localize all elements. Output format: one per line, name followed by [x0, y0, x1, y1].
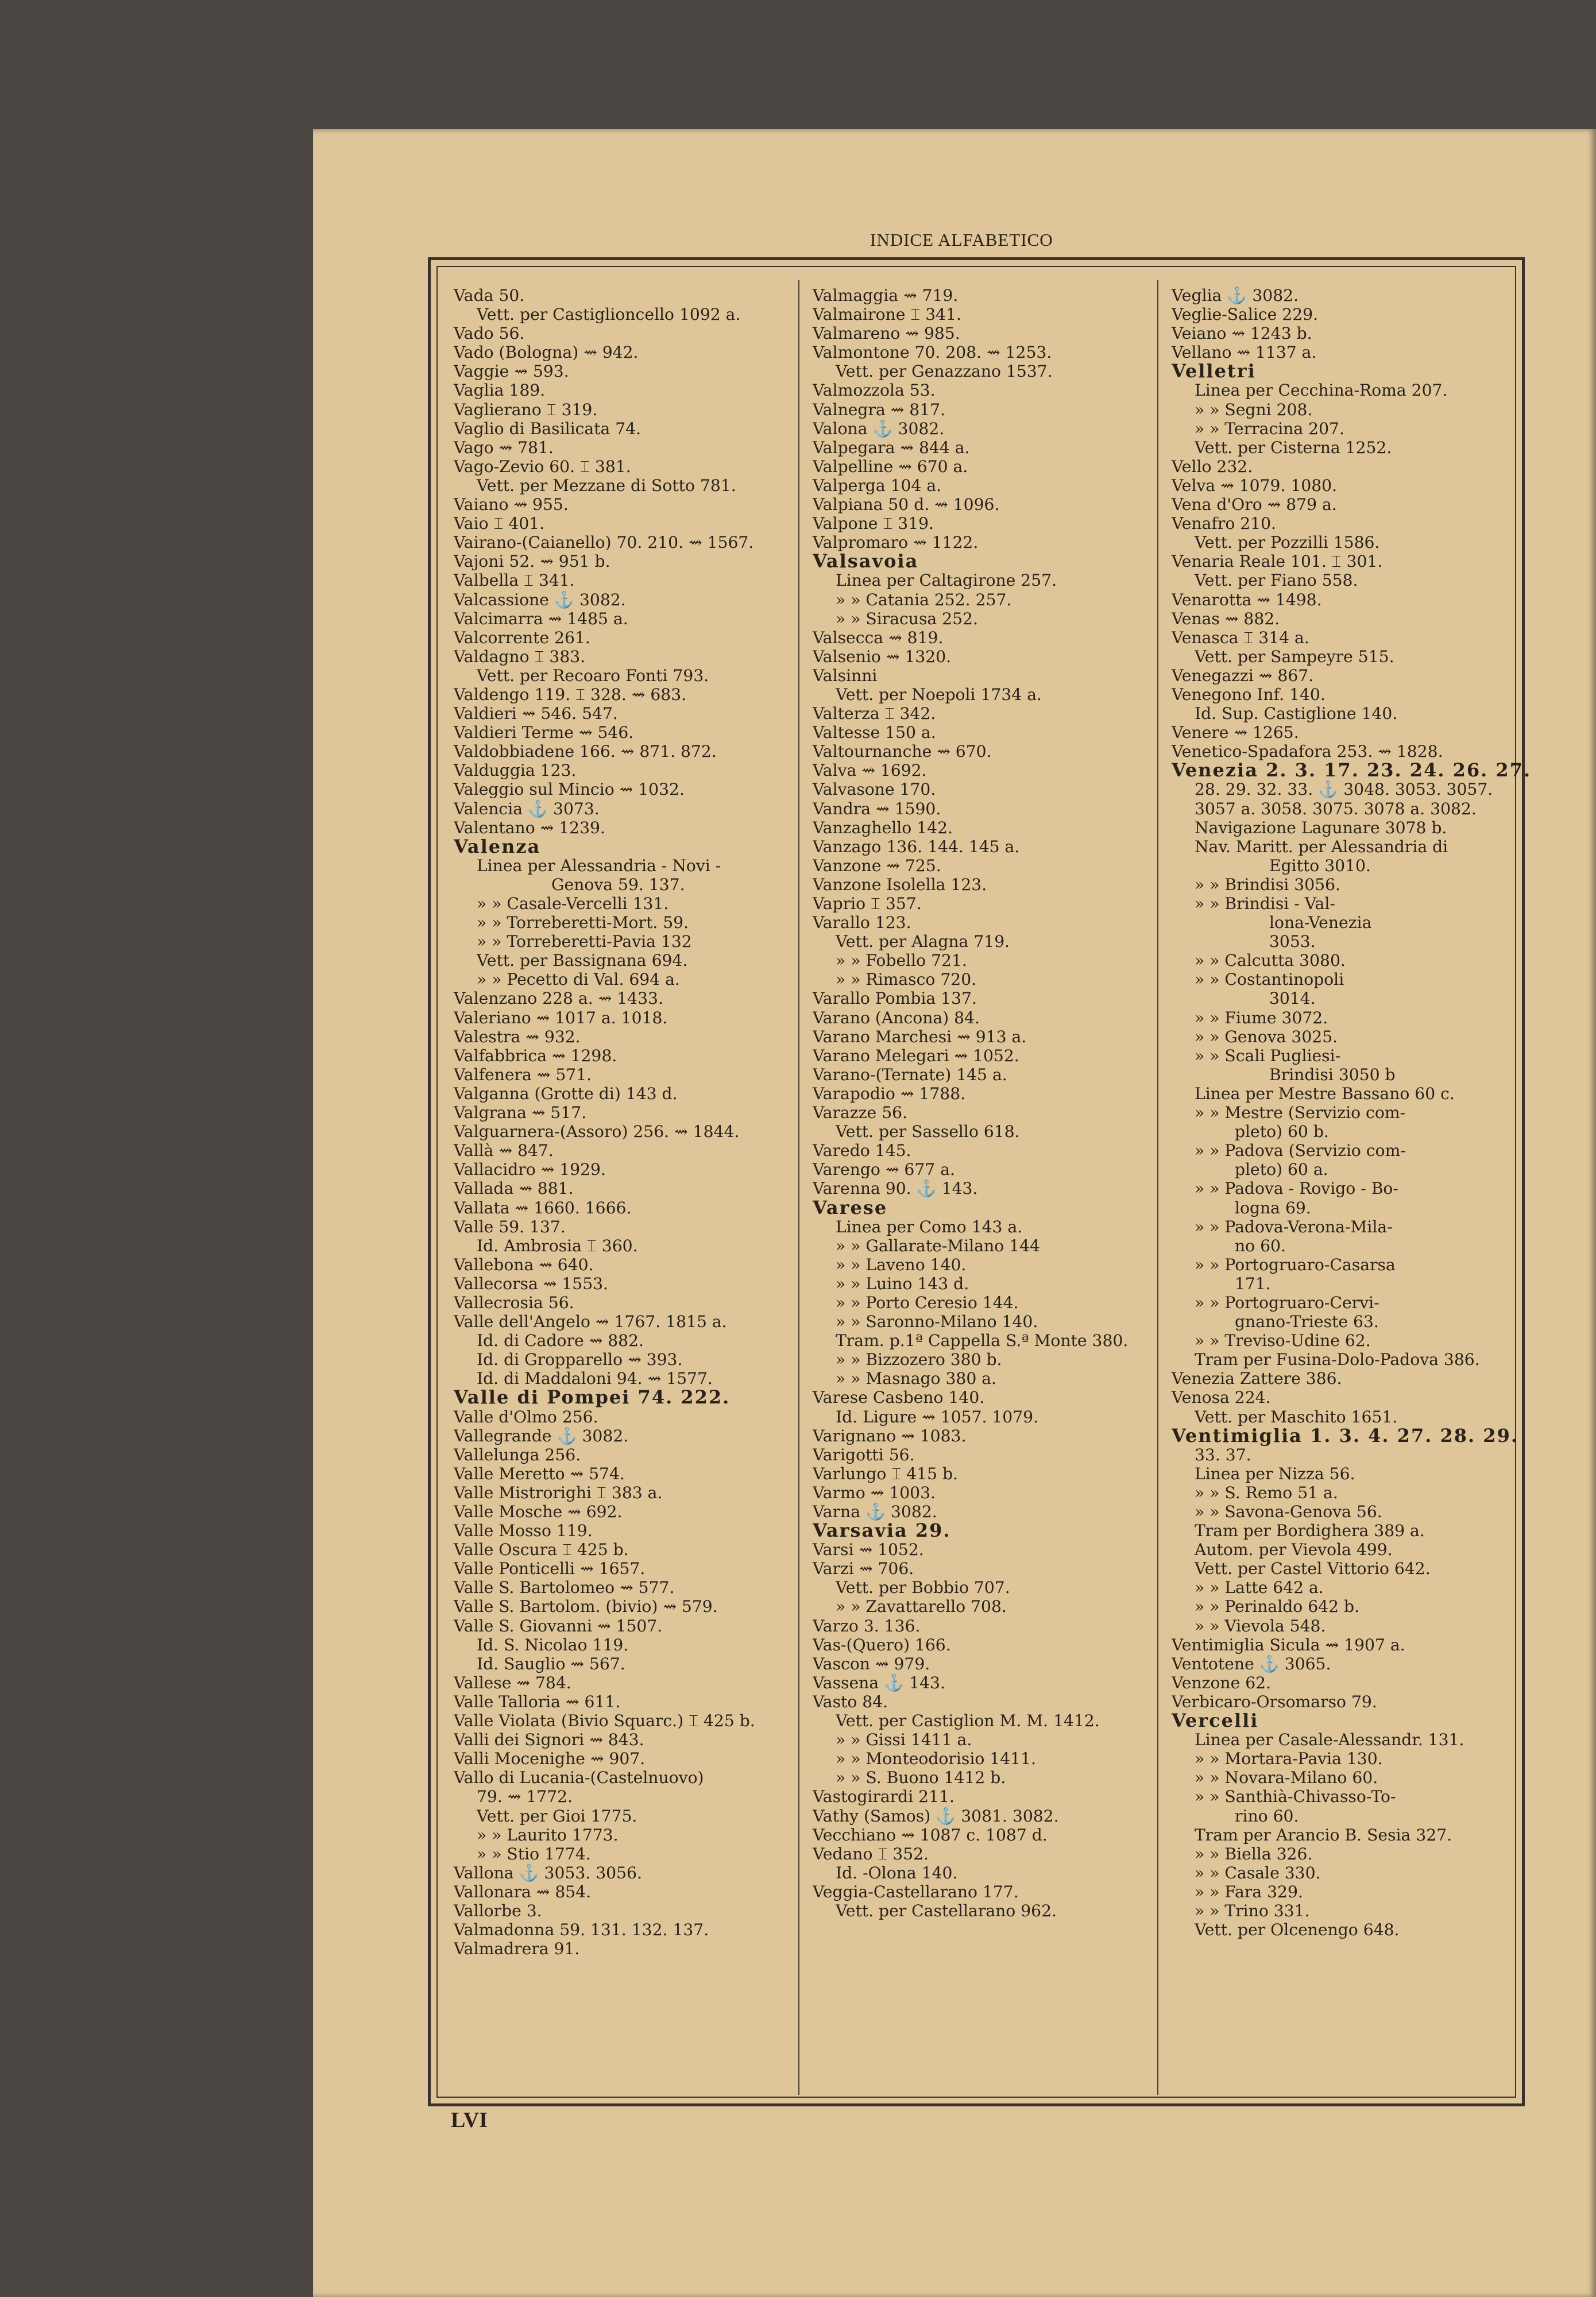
- index-entry: Egitto 3010.: [1269, 856, 1371, 875]
- index-entry: Tram. p.1ª Cappella S.ª Monte 380.: [836, 1331, 1129, 1351]
- index-entry: Id. Sauglio ⇝ 567.: [477, 1654, 625, 1673]
- index-entry: Varese Casbeno 140.: [813, 1388, 985, 1407]
- index-entry: Veggia-Castellarano 177.: [813, 1882, 1019, 1901]
- index-entry: Valmaggia ⇝ 719.: [813, 286, 959, 305]
- index-entry: Valsecca ⇝ 819.: [813, 628, 944, 647]
- index-entry: Vallà ⇝ 847.: [454, 1141, 554, 1161]
- index-entry: 28. 29. 32. 33. ⚓ 3048. 3053. 3057.: [1195, 780, 1493, 799]
- index-entry: Valli Mocenighe ⇝ 907.: [454, 1749, 646, 1769]
- index-entry: Vathy (Samos) ⚓ 3081. 3082.: [813, 1806, 1059, 1826]
- index-entry: » » Terracina 207.: [1195, 419, 1344, 438]
- index-entry: Valva ⇝ 1692.: [813, 761, 927, 780]
- index-entry: Valsenio ⇝ 1320.: [813, 647, 952, 666]
- index-entry: Varano (Ancona) 84.: [813, 1008, 980, 1027]
- index-entry: Linea per Alessandria - Novi -: [477, 856, 721, 875]
- index-entry: » » Saronno-Milano 140.: [836, 1312, 1038, 1332]
- index-entry: Valle Talloria ⇝ 611.: [454, 1692, 621, 1711]
- index-entry: Vas-(Quero) 166.: [813, 1635, 951, 1654]
- index-entry: Varapodio ⇝ 1788.: [813, 1084, 966, 1103]
- index-entry: Venaria Reale 101. ⌶ 301.: [1172, 552, 1383, 571]
- index-entry: Vasto 84.: [813, 1692, 888, 1711]
- index-heading: Ventimiglia 1. 3. 4. 27. 28. 29.: [1172, 1424, 1518, 1447]
- index-entry: logna 69.: [1235, 1198, 1311, 1217]
- index-entry: Velva ⇝ 1079. 1080.: [1172, 475, 1338, 495]
- index-entry: » » Gallarate-Milano 144: [836, 1236, 1040, 1255]
- index-entry: Vaprio ⌶ 357.: [813, 894, 922, 913]
- index-entry: Valle S. Giovanni ⇝ 1507.: [454, 1616, 663, 1635]
- index-entry: Valeriano ⇝ 1017 a. 1018.: [454, 1008, 668, 1027]
- index-entry: Valle d'Olmo 256.: [454, 1407, 598, 1426]
- index-entry: Valenzano 228 a. ⇝ 1433.: [454, 989, 663, 1008]
- index-entry: Valpone ⌶ 319.: [813, 514, 934, 533]
- index-entry: Valcassione ⚓ 3082.: [454, 590, 626, 609]
- index-entry: Valle Violata (Bivio Squarc.) ⌶ 425 b.: [454, 1711, 755, 1731]
- index-entry: » » Biella 326.: [1195, 1844, 1313, 1863]
- index-entry: Vanzone ⇝ 725.: [813, 856, 941, 875]
- index-entry: Valganna (Grotte di) 143 d.: [454, 1084, 678, 1103]
- index-entry: » » Vievola 548.: [1195, 1616, 1326, 1635]
- index-entry: Vett. per Maschito 1651.: [1195, 1407, 1398, 1426]
- index-entry: Veiano ⇝ 1243 b.: [1172, 324, 1312, 343]
- index-entry: » » Padova-Verona-Mila-: [1195, 1217, 1393, 1236]
- index-entry: Valpromaro ⇝ 1122.: [813, 533, 979, 552]
- index-entry: Venasca ⌶ 314 a.: [1172, 628, 1309, 647]
- index-entry: » » Casale-Vercelli 131.: [477, 894, 669, 913]
- index-entry: Vett. per Castiglion M. M. 1412.: [836, 1711, 1100, 1731]
- index-entry: » » S. Buono 1412 b.: [836, 1768, 1006, 1788]
- index-entry: Valle Oscura ⌶ 425 b.: [454, 1540, 629, 1560]
- index-entry: Vallacidro ⇝ 1929.: [454, 1160, 606, 1180]
- index-entry: Veglia ⚓ 3082.: [1172, 286, 1299, 305]
- index-entry: » » Fobello 721.: [836, 951, 967, 970]
- index-entry: Valfabbrica ⇝ 1298.: [454, 1046, 617, 1065]
- index-entry: Varano-(Ternate) 145 a.: [813, 1065, 1007, 1084]
- index-entry: Varengo ⇝ 677 a.: [813, 1160, 955, 1180]
- index-entry: Vett. per Mezzane di Sotto 781.: [477, 475, 736, 495]
- index-entry: Brindisi 3050 b: [1269, 1065, 1396, 1084]
- index-entry: Vaglia 189.: [454, 381, 546, 400]
- index-entry: Vairano-(Caianello) 70. 210. ⇝ 1567.: [454, 533, 754, 552]
- index-entry: 3053.: [1269, 932, 1316, 952]
- index-entry: Tram per Fusina-Dolo-Padova 386.: [1195, 1350, 1480, 1370]
- index-entry: Verbicaro-Orsomarso 79.: [1172, 1692, 1377, 1711]
- index-frame: [428, 257, 1532, 2106]
- index-entry: Valle S. Bartolom. (bivio) ⇝ 579.: [454, 1597, 718, 1617]
- index-entry: Vett. per Castiglioncello 1092 a.: [477, 305, 741, 324]
- index-entry: Vaggie ⇝ 593.: [454, 362, 569, 381]
- index-entry: Id. Sup. Castiglione 140.: [1195, 704, 1398, 724]
- index-entry: Vado 56.: [454, 324, 525, 343]
- index-entry: Vallonara ⇝ 854.: [454, 1882, 592, 1901]
- index-entry: Valsinni: [813, 666, 878, 685]
- index-entry: » » Treviso-Udine 62.: [1195, 1331, 1371, 1351]
- index-entry: 3014.: [1269, 989, 1316, 1008]
- index-entry: Autom. per Vievola 499.: [1195, 1540, 1393, 1560]
- index-entry: Valencia ⚓ 3073.: [454, 799, 600, 818]
- index-entry: Varano Melegari ⇝ 1052.: [813, 1046, 1019, 1065]
- index-entry: Valmadrera 91.: [454, 1939, 580, 1959]
- index-entry: Valpegara ⇝ 844 a.: [813, 438, 970, 457]
- index-entry: Veglie-Salice 229.: [1172, 305, 1319, 324]
- index-entry: gnano-Trieste 63.: [1235, 1312, 1379, 1332]
- index-entry: Varzi ⇝ 706.: [813, 1559, 914, 1579]
- index-entry: Genova 59. 137.: [551, 875, 685, 894]
- index-entry: Vallecrosia 56.: [454, 1293, 574, 1312]
- index-entry: Varsi ⇝ 1052.: [813, 1540, 924, 1560]
- index-entry: Linea per Cecchina-Roma 207.: [1195, 381, 1448, 400]
- index-entry: Vaglio di Basilicata 74.: [454, 419, 642, 438]
- index-entry: Venegazzi ⇝ 867.: [1172, 666, 1314, 685]
- index-entry: Valcorrente 261.: [454, 628, 590, 647]
- index-entry: Vallorbe 3.: [454, 1901, 542, 1920]
- index-entry: Valona ⚓ 3082.: [813, 419, 945, 438]
- index-entry: » » Scali Pugliesi-: [1195, 1046, 1341, 1065]
- index-heading: Valle di Pompei 74. 222.: [454, 1386, 731, 1409]
- index-entry: Vada 50.: [454, 286, 525, 305]
- index-entry: Vett. per Pozzilli 1586.: [1195, 533, 1380, 552]
- index-entry: Varmo ⇝ 1003.: [813, 1483, 936, 1502]
- index-entry: Valdobbiadene 166. ⇝ 871. 872.: [454, 742, 717, 761]
- index-entry: Vaglierano ⌶ 319.: [454, 400, 598, 419]
- index-entry: » » Torreberetti-Mort. 59.: [477, 913, 689, 933]
- index-heading: Venezia 2. 3. 17. 23. 24. 26. 27.: [1172, 759, 1532, 782]
- index-entry: Vassena ⚓ 143.: [813, 1673, 945, 1692]
- index-entry: Varedo 145.: [813, 1141, 911, 1161]
- index-entry: » » Novara-Milano 60.: [1195, 1768, 1378, 1788]
- index-entry: » » Gissi 1411 a.: [836, 1730, 972, 1750]
- index-entry: » » S. Remo 51 a.: [1195, 1483, 1338, 1502]
- index-entry: Vett. per Gioi 1775.: [477, 1806, 637, 1826]
- index-entry: » » Catania 252. 257.: [836, 590, 1012, 609]
- index-entry: Valgrana ⇝ 517.: [454, 1103, 587, 1123]
- index-entry: Valpiana 50 d. ⇝ 1096.: [813, 495, 1000, 515]
- index-entry: Vallona ⚓ 3053. 3056.: [454, 1863, 642, 1882]
- index-entry: Vett. per Genazzano 1537.: [836, 362, 1053, 381]
- index-heading: Varsavia 29.: [813, 1519, 951, 1542]
- index-entry: Valle Mosso 119.: [454, 1521, 593, 1541]
- index-entry: Valtournanche ⇝ 670.: [813, 742, 992, 761]
- index-heading: Valsavoia: [813, 550, 919, 573]
- index-entry: Vett. per Olcenengo 648.: [1195, 1920, 1400, 1940]
- index-entry: Venzone 62.: [1172, 1673, 1272, 1692]
- index-entry: Vedano ⌶ 352.: [813, 1844, 929, 1863]
- index-entry: Vett. per Castellarano 962.: [836, 1901, 1057, 1920]
- index-entry: » » Genova 3025.: [1195, 1027, 1338, 1046]
- index-entry: Valle Mistrorighi ⌶ 383 a.: [454, 1483, 663, 1502]
- index-entry: Valdieri Terme ⇝ 546.: [454, 723, 634, 743]
- index-entry: » » Brindisi - Val-: [1195, 894, 1335, 913]
- index-entry: Varallo Pombia 137.: [813, 989, 977, 1008]
- index-heading: Velletri: [1172, 360, 1256, 382]
- index-entry: Vallegrande ⚓ 3082.: [454, 1426, 629, 1445]
- index-entry: Vett. per Bassignana 694.: [477, 951, 688, 970]
- index-entry: » » Monteodorisio 1411.: [836, 1749, 1036, 1769]
- index-entry: Vecchiano ⇝ 1087 c. 1087 d.: [813, 1825, 1048, 1844]
- index-entry: Venezia Zattere 386.: [1172, 1369, 1342, 1389]
- index-heading: Vercelli: [1172, 1710, 1259, 1732]
- index-entry: » » Laurito 1773.: [477, 1825, 619, 1844]
- index-entry: Vellano ⇝ 1137 a.: [1172, 343, 1317, 362]
- index-entry: Valguarnera-(Assoro) 256. ⇝ 1844.: [454, 1122, 740, 1142]
- index-entry: Venetico-Spadafora 253. ⇝ 1828.: [1172, 742, 1443, 761]
- index-entry: Venafro 210.: [1172, 514, 1277, 533]
- index-entry: » » Latte 642 a.: [1195, 1578, 1324, 1598]
- index-entry: Varna ⚓ 3082.: [813, 1502, 937, 1521]
- index-entry: Vanzone Isolella 123.: [813, 875, 987, 894]
- index-entry: » » Mortara-Pavia 130.: [1195, 1749, 1383, 1769]
- index-entry: Linea per Nizza 56.: [1195, 1464, 1355, 1483]
- index-entry: Varignano ⇝ 1083.: [813, 1426, 967, 1445]
- index-entry: Valfenera ⇝ 571.: [454, 1065, 592, 1084]
- index-entry: Venas ⇝ 882.: [1172, 609, 1280, 628]
- index-entry: 3057 a. 3058. 3075. 3078 a. 3082.: [1195, 799, 1477, 818]
- index-entry: lona-Venezia: [1269, 913, 1372, 933]
- index-entry: Linea per Como 143 a.: [836, 1217, 1023, 1236]
- index-column-1: [454, 286, 803, 1958]
- index-entry: Ventotene ⚓ 3065.: [1172, 1654, 1331, 1673]
- index-entry: 33. 37.: [1195, 1445, 1251, 1464]
- index-entry: Valli dei Signori ⇝ 843.: [454, 1730, 644, 1750]
- index-heading: Valenza: [454, 835, 541, 857]
- index-entry: Vanzaghello 142.: [813, 818, 953, 837]
- index-entry: Valeggio sul Mincio ⇝ 1032.: [454, 780, 685, 799]
- index-entry: Ventimiglia Sicula ⇝ 1907 a.: [1172, 1635, 1405, 1654]
- index-entry: Vett. per Sassello 618.: [836, 1122, 1020, 1142]
- index-entry: Vandra ⇝ 1590.: [813, 799, 941, 818]
- index-entry: Valmadonna 59. 131. 132. 137.: [454, 1920, 709, 1940]
- index-entry: Vello 232.: [1172, 457, 1253, 476]
- index-entry: » » Fara 329.: [1195, 1882, 1303, 1901]
- index-entry: Valnegra ⇝ 817.: [813, 400, 946, 419]
- index-entry: » » Rimasco 720.: [836, 970, 977, 989]
- index-entry: Vascon ⇝ 979.: [813, 1654, 930, 1673]
- index-entry: » » Portogruaro-Casarsa: [1195, 1255, 1396, 1274]
- index-entry: Vajoni 52. ⇝ 951 b.: [454, 552, 610, 571]
- index-entry: » » Perinaldo 642 b.: [1195, 1597, 1359, 1617]
- index-entry: Vett. per Fiano 558.: [1195, 571, 1358, 590]
- index-entry: Vaio ⌶ 401.: [454, 514, 545, 533]
- index-entry: Linea per Casale-Alessandr. 131.: [1195, 1730, 1464, 1750]
- index-entry: Valdengo 119. ⌶ 328. ⇝ 683.: [454, 685, 687, 704]
- index-entry: Varenna 90. ⚓ 143.: [813, 1179, 978, 1198]
- index-entry: Vett. per Noepoli 1734 a.: [836, 685, 1042, 704]
- index-entry: » » Zavattarello 708.: [836, 1597, 1007, 1617]
- index-entry: Valtesse 150 a.: [813, 723, 936, 743]
- index-entry: Valle 59. 137.: [454, 1217, 566, 1236]
- index-entry: Vena d'Oro ⇝ 879 a.: [1172, 495, 1337, 515]
- index-entry: Nav. Maritt. per Alessandria di: [1195, 837, 1448, 856]
- index-entry: Id. S. Nicolao 119.: [477, 1635, 629, 1654]
- index-entry: Valle Mosche ⇝ 692.: [454, 1502, 623, 1521]
- index-entry: Vallese ⇝ 784.: [454, 1673, 571, 1692]
- index-entry: » » Stio 1774.: [477, 1844, 591, 1863]
- page-header: INDICE ALFABETICO: [870, 230, 1053, 250]
- index-entry: Id. di Maddaloni 94. ⇝ 1577.: [477, 1369, 713, 1389]
- index-entry: Valterza ⌶ 342.: [813, 704, 936, 724]
- index-entry: Vaiano ⇝ 955.: [454, 495, 569, 515]
- index-entry: Vanzago 136. 144. 145 a.: [813, 837, 1020, 856]
- index-entry: Varano Marchesi ⇝ 913 a.: [813, 1027, 1027, 1046]
- index-entry: Venegono Inf. 140.: [1172, 685, 1326, 704]
- index-entry: Valentano ⇝ 1239.: [454, 818, 605, 837]
- index-entry: Valdieri ⇝ 546. 547.: [454, 704, 618, 724]
- index-entry: Varzo 3. 136.: [813, 1616, 921, 1635]
- index-entry: 171.: [1235, 1274, 1271, 1293]
- index-entry: Valmontone 70. 208. ⇝ 1253.: [813, 343, 1052, 362]
- index-entry: » » Portogruaro-Cervi-: [1195, 1293, 1379, 1312]
- index-entry: Vett. per Alagna 719.: [836, 932, 1010, 952]
- index-entry: Venarotta ⇝ 1498.: [1172, 590, 1322, 609]
- index-entry: Valle Ponticelli ⇝ 1657.: [454, 1559, 646, 1579]
- index-entry: Navigazione Lagunare 3078 b.: [1195, 818, 1447, 837]
- index-entry: Tram per Arancio B. Sesia 327.: [1195, 1825, 1452, 1844]
- index-entry: pleto) 60 a.: [1235, 1160, 1328, 1180]
- index-entry: Valpelline ⇝ 670 a.: [813, 457, 968, 476]
- index-entry: » » Porto Ceresio 144.: [836, 1293, 1019, 1312]
- index-entry: Valle dell'Angelo ⇝ 1767. 1815 a.: [454, 1312, 727, 1332]
- index-entry: Valdagno ⌶ 383.: [454, 647, 586, 666]
- index-entry: Id. Ambrosia ⌶ 360.: [477, 1236, 638, 1255]
- index-entry: Tram per Bordighera 389 a.: [1195, 1521, 1425, 1541]
- index-entry: Vado (Bologna) ⇝ 942.: [454, 343, 639, 362]
- index-entry: Vett. per Recoaro Fonti 793.: [477, 666, 709, 685]
- index-entry: » » Laveno 140.: [836, 1255, 967, 1274]
- index-entry: Vallata ⇝ 1660. 1666.: [454, 1198, 632, 1217]
- index-entry: Valmairone ⌶ 341.: [813, 305, 962, 324]
- index-entry: Valle S. Bartolomeo ⇝ 577.: [454, 1578, 675, 1598]
- index-column-2: [813, 286, 1162, 1920]
- index-entry: Vago-Zevio 60. ⌶ 381.: [454, 457, 631, 476]
- index-entry: Vastogirardi 211.: [813, 1787, 954, 1807]
- index-entry: » » Siracusa 252.: [836, 609, 978, 628]
- index-entry: Venere ⇝ 1265.: [1172, 723, 1299, 743]
- index-entry: » » Santhià-Chivasso-To-: [1195, 1787, 1396, 1807]
- index-entry: » » Fiume 3072.: [1195, 1008, 1328, 1027]
- index-entry: rino 60.: [1235, 1806, 1299, 1826]
- index-entry: Vett. per Sampeyre 515.: [1195, 647, 1394, 666]
- index-entry: » » Savona-Genova 56.: [1195, 1502, 1382, 1521]
- index-entry: Vago ⇝ 781.: [454, 438, 554, 457]
- index-entry: Valduggia 123.: [454, 761, 577, 780]
- index-entry: Varallo 123.: [813, 913, 911, 933]
- index-entry: Vallo di Lucania-(Castelnuovo): [454, 1768, 704, 1788]
- index-entry: Varazze 56.: [813, 1103, 908, 1123]
- index-entry: » » Costantinopoli: [1195, 970, 1344, 989]
- index-entry: Vett. per Castel Vittorio 642.: [1195, 1559, 1431, 1579]
- index-heading: Varese: [813, 1196, 888, 1219]
- index-entry: » » Trino 331.: [1195, 1901, 1310, 1920]
- index-entry: Id. di Gropparello ⇝ 393.: [477, 1350, 683, 1370]
- index-entry: » » Pecetto di Val. 694 a.: [477, 970, 680, 989]
- index-entry: Valestra ⇝ 932.: [454, 1027, 581, 1046]
- index-entry: Valmozzola 53.: [813, 381, 936, 400]
- index-entry: » » Padova (Servizio com-: [1195, 1141, 1406, 1161]
- index-entry: » » Bizzozero 380 b.: [836, 1350, 1002, 1370]
- index-entry: Linea per Mestre Bassano 60 c.: [1195, 1084, 1455, 1103]
- index-entry: » » Brindisi 3056.: [1195, 875, 1340, 894]
- index-entry: Linea per Caltagirone 257.: [836, 571, 1057, 590]
- page-number: LVI: [451, 2108, 488, 2132]
- index-entry: » » Luino 143 d.: [836, 1274, 969, 1293]
- index-entry: Vallada ⇝ 881.: [454, 1179, 574, 1198]
- index-entry: Id. Ligure ⇝ 1057. 1079.: [836, 1407, 1039, 1426]
- index-entry: Vett. per Cisterna 1252.: [1195, 438, 1392, 457]
- index-entry: pleto) 60 b.: [1235, 1122, 1329, 1142]
- index-entry: » » Torreberetti-Pavia 132: [477, 932, 692, 952]
- index-entry: Vett. per Bobbio 707.: [836, 1578, 1010, 1598]
- index-entry: » » Calcutta 3080.: [1195, 951, 1346, 970]
- index-entry: Id. -Olona 140.: [836, 1863, 958, 1882]
- index-column-3: [1172, 286, 1532, 1940]
- index-entry: » » Mestre (Servizio com-: [1195, 1103, 1406, 1123]
- index-entry: Valvasone 170.: [813, 780, 936, 799]
- index-entry: Venosa 224.: [1172, 1388, 1271, 1407]
- index-entry: Varlungo ⌶ 415 b.: [813, 1464, 958, 1483]
- index-entry: Varigotti 56.: [813, 1445, 915, 1464]
- index-entry: no 60.: [1235, 1236, 1286, 1255]
- index-entry: Valperga 104 a.: [813, 475, 942, 495]
- index-entry: Vallelunga 256.: [454, 1445, 581, 1464]
- index-entry: Valmareno ⇝ 985.: [813, 324, 960, 343]
- index-entry: » » Masnago 380 a.: [836, 1369, 997, 1389]
- index-entry: » » Casale 330.: [1195, 1863, 1321, 1882]
- index-entry: Vallecorsa ⇝ 1553.: [454, 1274, 609, 1293]
- index-entry: Valbella ⌶ 341.: [454, 571, 575, 590]
- index-entry: » » Padova - Rovigo - Bo-: [1195, 1179, 1398, 1198]
- index-entry: Valcimarra ⇝ 1485 a.: [454, 609, 628, 628]
- index-entry: 79. ⇝ 1772.: [477, 1787, 573, 1807]
- index-entry: Vallebona ⇝ 640.: [454, 1255, 594, 1274]
- index-entry: Id. di Cadore ⇝ 882.: [477, 1331, 644, 1351]
- index-entry: » » Segni 208.: [1195, 400, 1313, 419]
- index-entry: Valle Meretto ⇝ 574.: [454, 1464, 625, 1483]
